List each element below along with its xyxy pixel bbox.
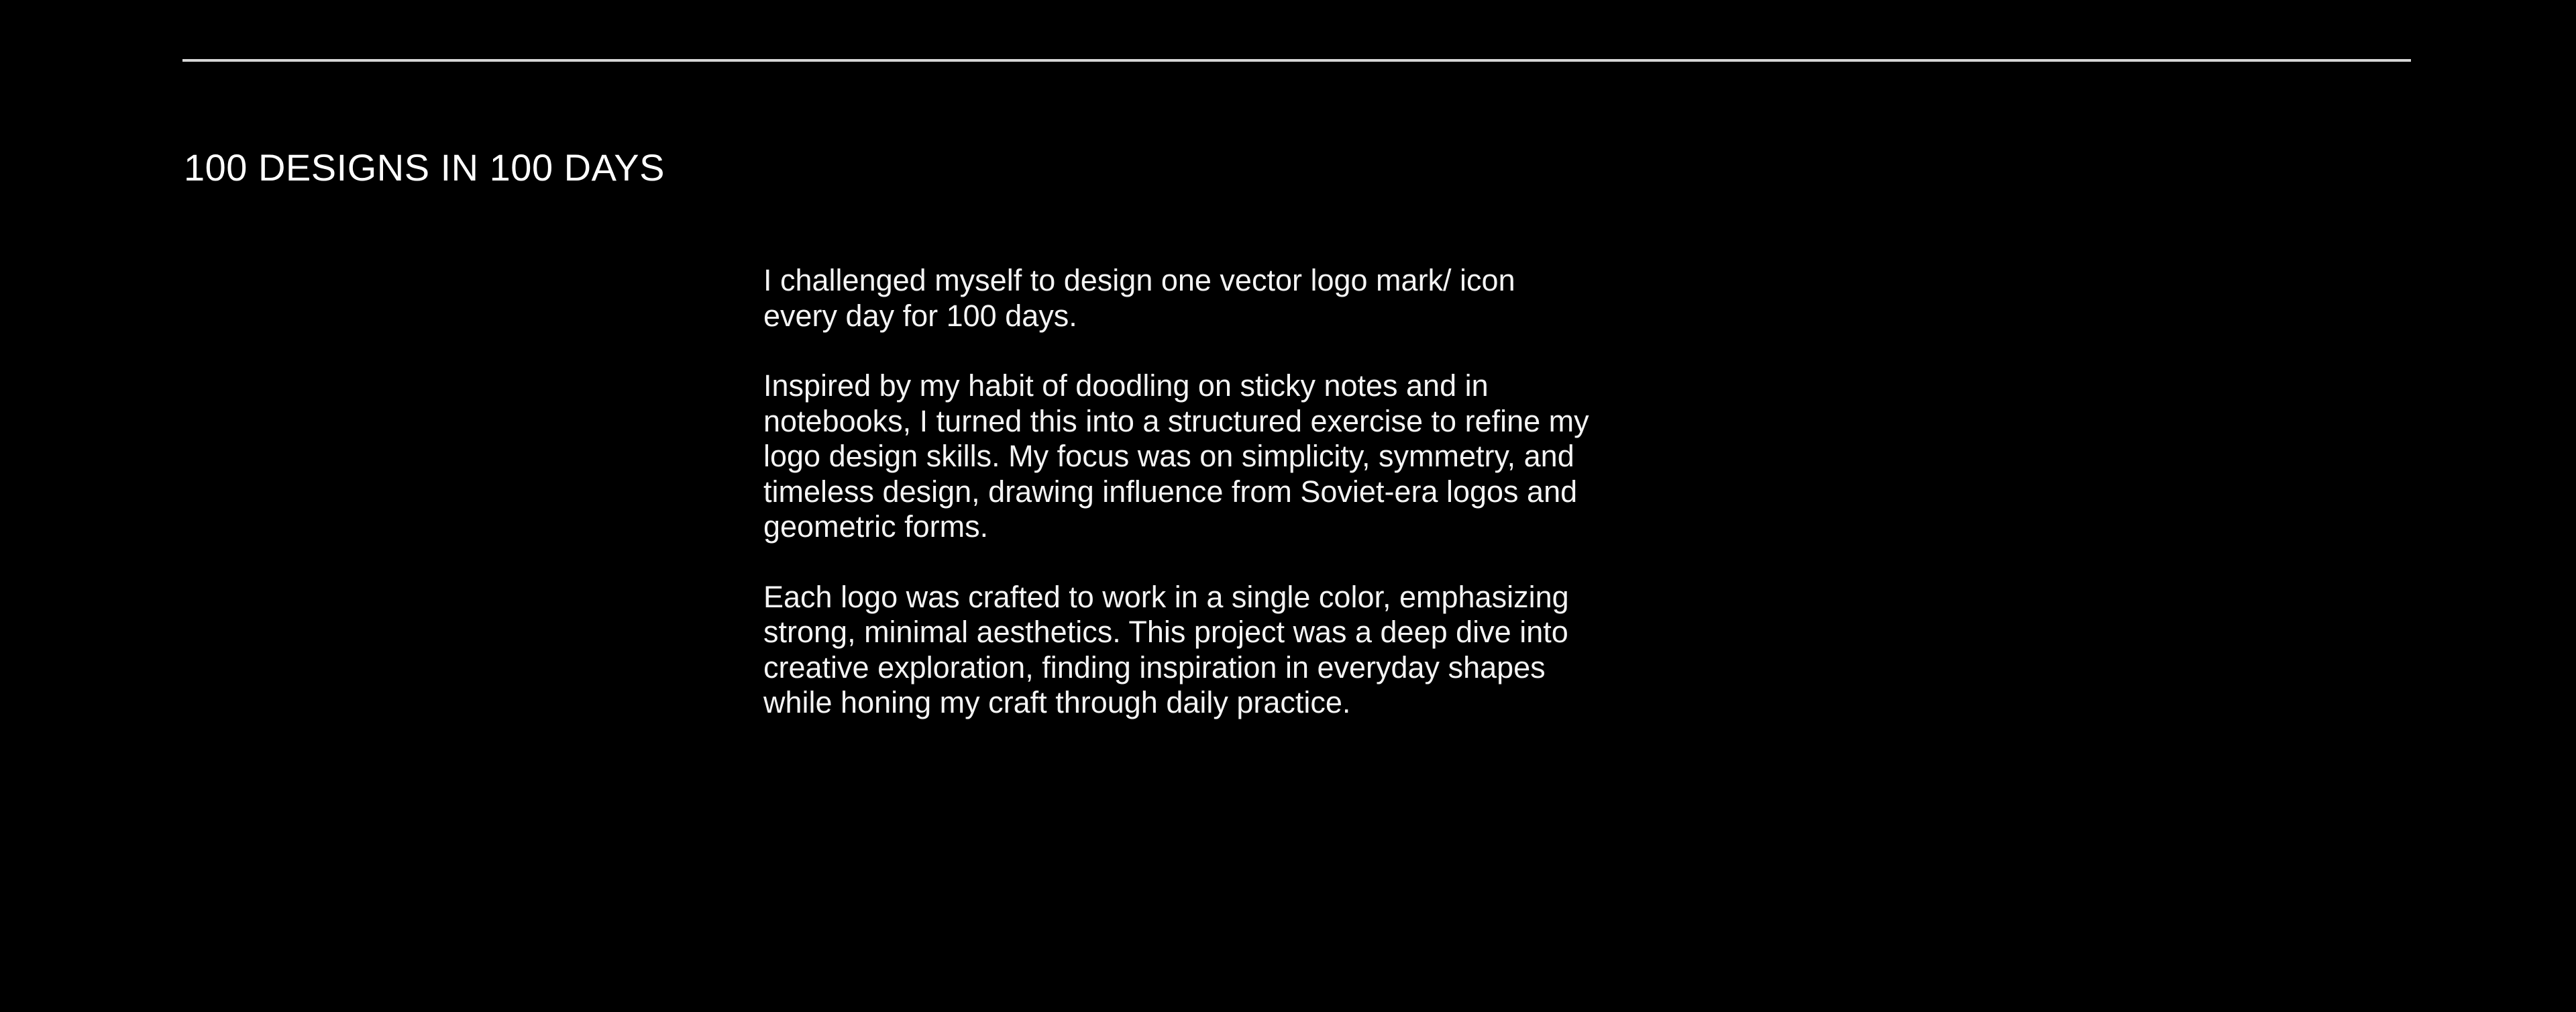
description-paragraph-outcome: Each logo was crafted to work in a single color, emphasizing strong, minimal aesthetics. This project was a deep dive into creative exploration, finding inspiration in everyday shapes while honing my craft through daily practice.	[763, 579, 1569, 719]
section-title: 100 DESIGNS IN 100 DAYS	[184, 146, 665, 189]
description-paragraph-inspiration: Inspired by my habit of doodling on sticky notes and in notebooks, I turned this into a structured exercise to refine my logo design skills. My focus was on simplicity, symmetry, and timeless design, drawing influence from Soviet-era logos and geometric forms.	[763, 368, 1589, 544]
section-divider	[182, 59, 2411, 62]
description-paragraph-intro: I challenged myself to design one vector logo mark/ icon every day for 100 days.	[763, 263, 1515, 333]
project-description	[763, 263, 1595, 721]
